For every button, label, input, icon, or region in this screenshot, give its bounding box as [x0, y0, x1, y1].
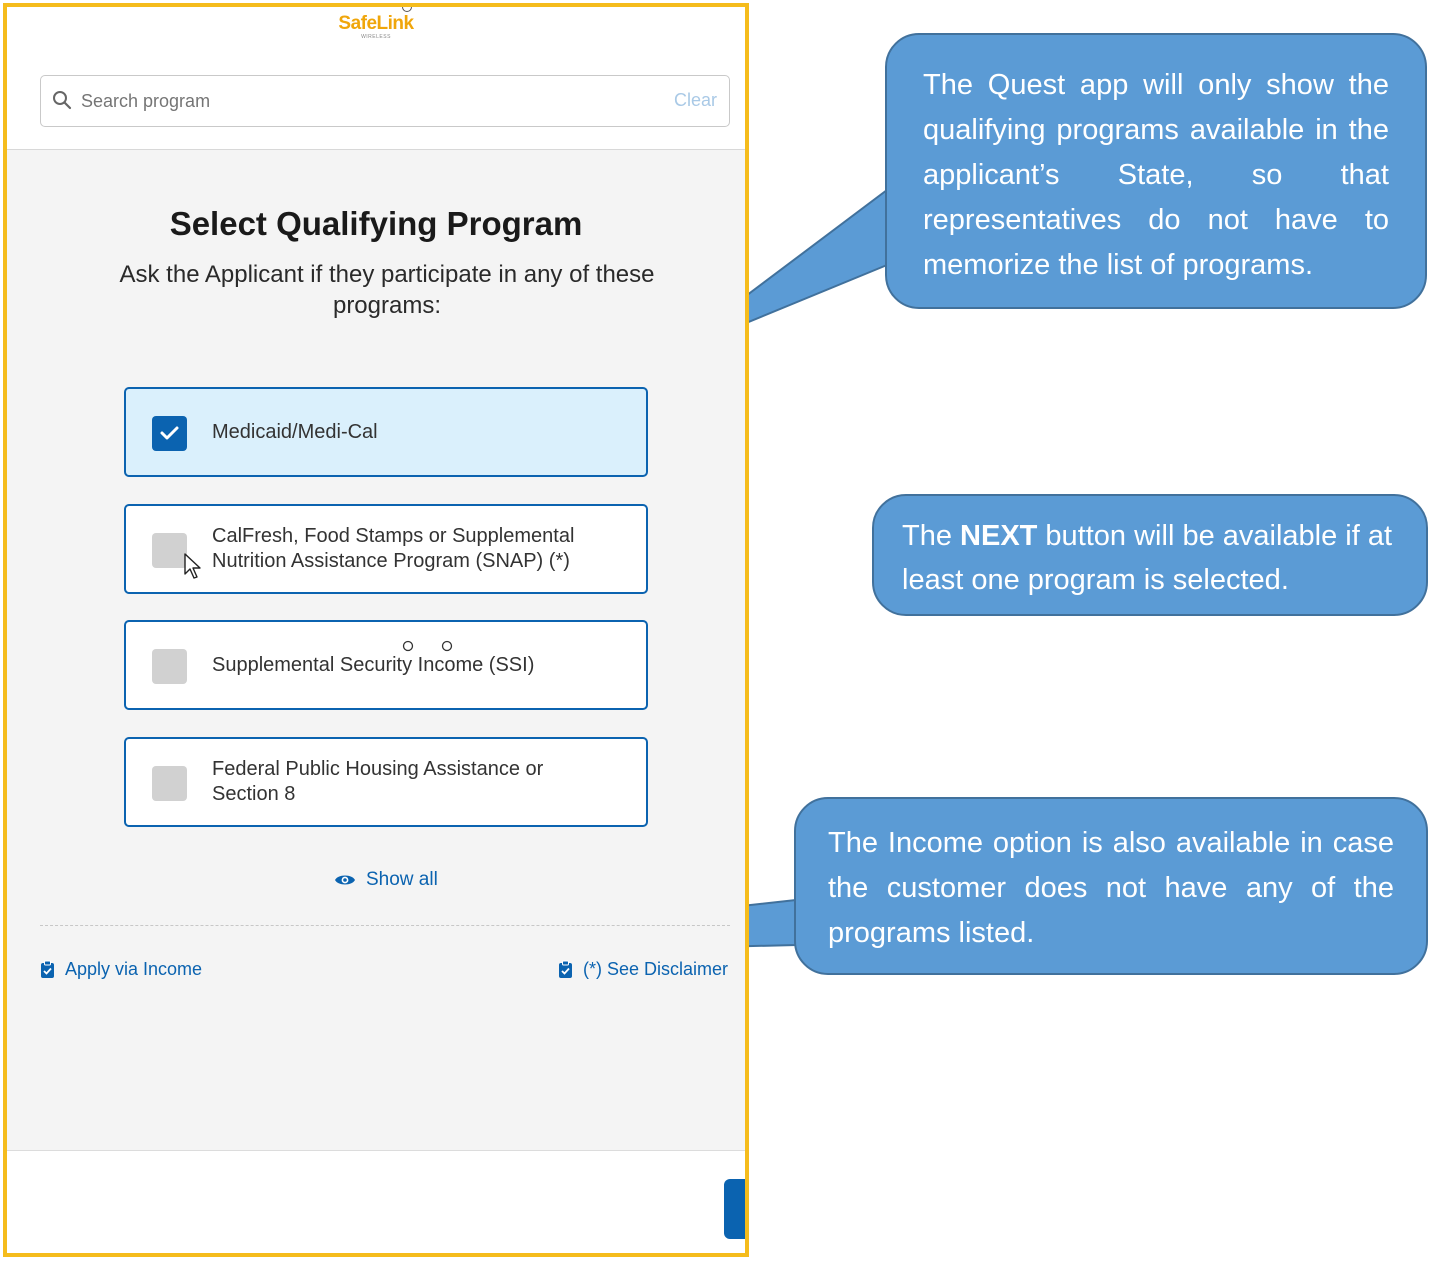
clear-button[interactable]: Clear: [673, 90, 717, 110]
mouse-pointer-icon: [183, 552, 205, 580]
app-header: [7, 7, 745, 56]
callout-income-option: [794, 797, 1428, 975]
program-option-snap[interactable]: [124, 504, 648, 594]
search-field[interactable]: [40, 75, 730, 127]
page-subtitle: Ask the Applicant if they participate in any of these programs:: [119, 261, 655, 319]
checkbox-unchecked[interactable]: [152, 649, 187, 684]
loading-dots-icon: [400, 638, 460, 654]
program-label: CalFresh, Food Stamps or Supplemental Nutrition Assistance Program (SNAP) (*): [212, 525, 575, 572]
callout-text: The Quest app will only show the qualifying programs available in the applicant’s State, so that representatives do not have to memorize the list of programs.: [923, 69, 1389, 281]
notch-indicator: [402, 3, 412, 12]
clipboard-check-icon: [558, 960, 573, 979]
apply-via-income-label: Apply via Income: [65, 959, 203, 979]
program-option-ssi[interactable]: [124, 620, 648, 710]
show-all-button[interactable]: [334, 869, 438, 891]
see-disclaimer-label: (*) See Disclaimer: [583, 959, 729, 979]
program-option-medicaid[interactable]: [124, 387, 648, 477]
eye-icon: [334, 872, 356, 888]
page-title: Select Qualifying Program: [169, 205, 583, 242]
program-label: Federal Public Housing Assistance or Section 8: [212, 758, 544, 805]
program-label: Medicaid/Medi-Cal: [212, 420, 378, 443]
next-button[interactable]: [724, 1179, 749, 1239]
program-label: Supplemental Security Income (SSI): [212, 653, 535, 676]
callout-text: The NEXT button will be available if at least one program is selected.: [902, 520, 1393, 596]
checkbox-unchecked[interactable]: [152, 766, 187, 801]
clipboard-check-icon: [40, 960, 55, 979]
checkbox-checked[interactable]: [152, 416, 187, 451]
section-divider: [40, 925, 730, 926]
search-input[interactable]: [79, 85, 643, 117]
safelink-logo: SafeLink WIRELESS: [338, 13, 414, 40]
checkmark-icon: [159, 424, 180, 441]
search-icon: [52, 90, 72, 110]
program-option-housing[interactable]: [124, 737, 648, 827]
search-bar: [7, 55, 745, 150]
callout-text: The Income option is also available in case the customer does not have any of the programs listed.: [828, 827, 1394, 949]
footer-bar: [7, 1150, 745, 1257]
app-screen: [3, 3, 749, 1257]
checkbox-unchecked[interactable]: [152, 533, 187, 568]
apply-via-income-link[interactable]: [40, 959, 202, 980]
see-disclaimer-link[interactable]: [558, 959, 728, 980]
show-all-label: Show all: [366, 869, 438, 890]
callout-next-button: [872, 494, 1428, 616]
callout-qualifying-programs: [885, 33, 1427, 309]
